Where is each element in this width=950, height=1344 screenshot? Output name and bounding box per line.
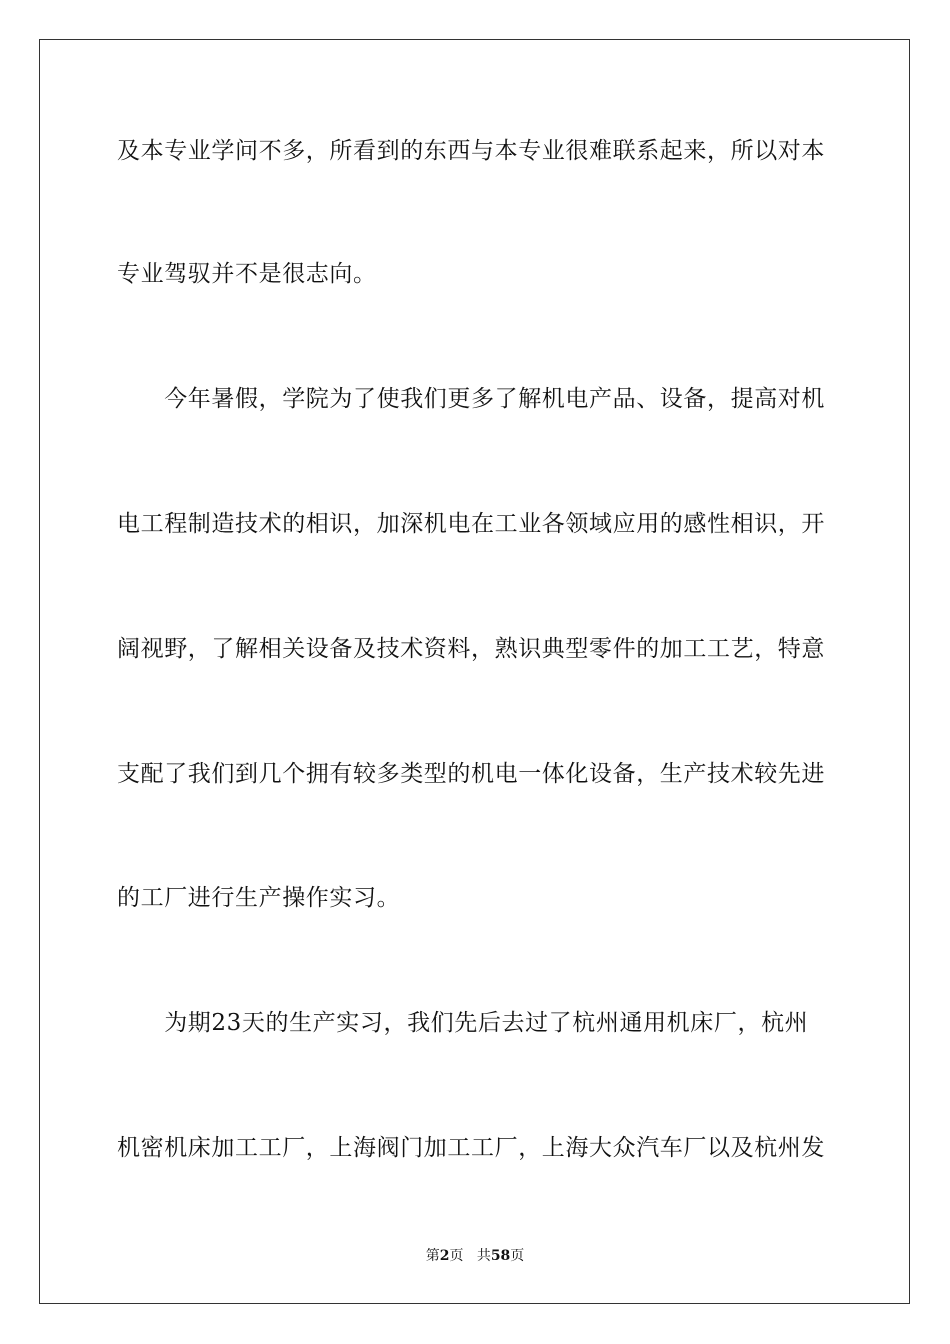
text-line: 及本专业学问不多，所看到的东西与本专业很难联系起来，所以对本 xyxy=(117,138,825,164)
total-pages: 58 xyxy=(490,1248,511,1264)
text-line: 的工厂进行生产操作实习。 xyxy=(117,885,401,911)
text-line: 支配了我们到几个拥有较多类型的机电一体化设备，生产技术较先进 xyxy=(117,761,825,787)
page-suffix: 页 xyxy=(449,1248,464,1264)
paragraph-start-line: 今年暑假，学院为了使我们更多了解机电产品、设备，提高对机 xyxy=(117,386,825,412)
page-footer xyxy=(0,1247,950,1265)
text-line: 专业驾驭并不是很志向。 xyxy=(117,261,377,287)
paragraph-start-line: 为期23天的生产实习，我们先后去过了杭州通用机床厂，杭州 xyxy=(117,1010,809,1036)
total-suffix: 页 xyxy=(510,1248,525,1264)
page-prefix: 第 xyxy=(425,1248,440,1264)
text-line: 机密机床加工工厂，上海阀门加工工厂，上海大众汽车厂以及杭州发 xyxy=(117,1135,825,1161)
text-line: 电工程制造技术的相识，加深机电在工业各领域应用的感性相识，开 xyxy=(117,511,825,537)
total-prefix: 共 xyxy=(476,1248,491,1264)
text-line: 阔视野，了解相关设备及技术资料，熟识典型零件的加工工艺，特意 xyxy=(117,636,825,662)
page-border xyxy=(39,39,910,1304)
page-number: 2 xyxy=(439,1248,450,1264)
